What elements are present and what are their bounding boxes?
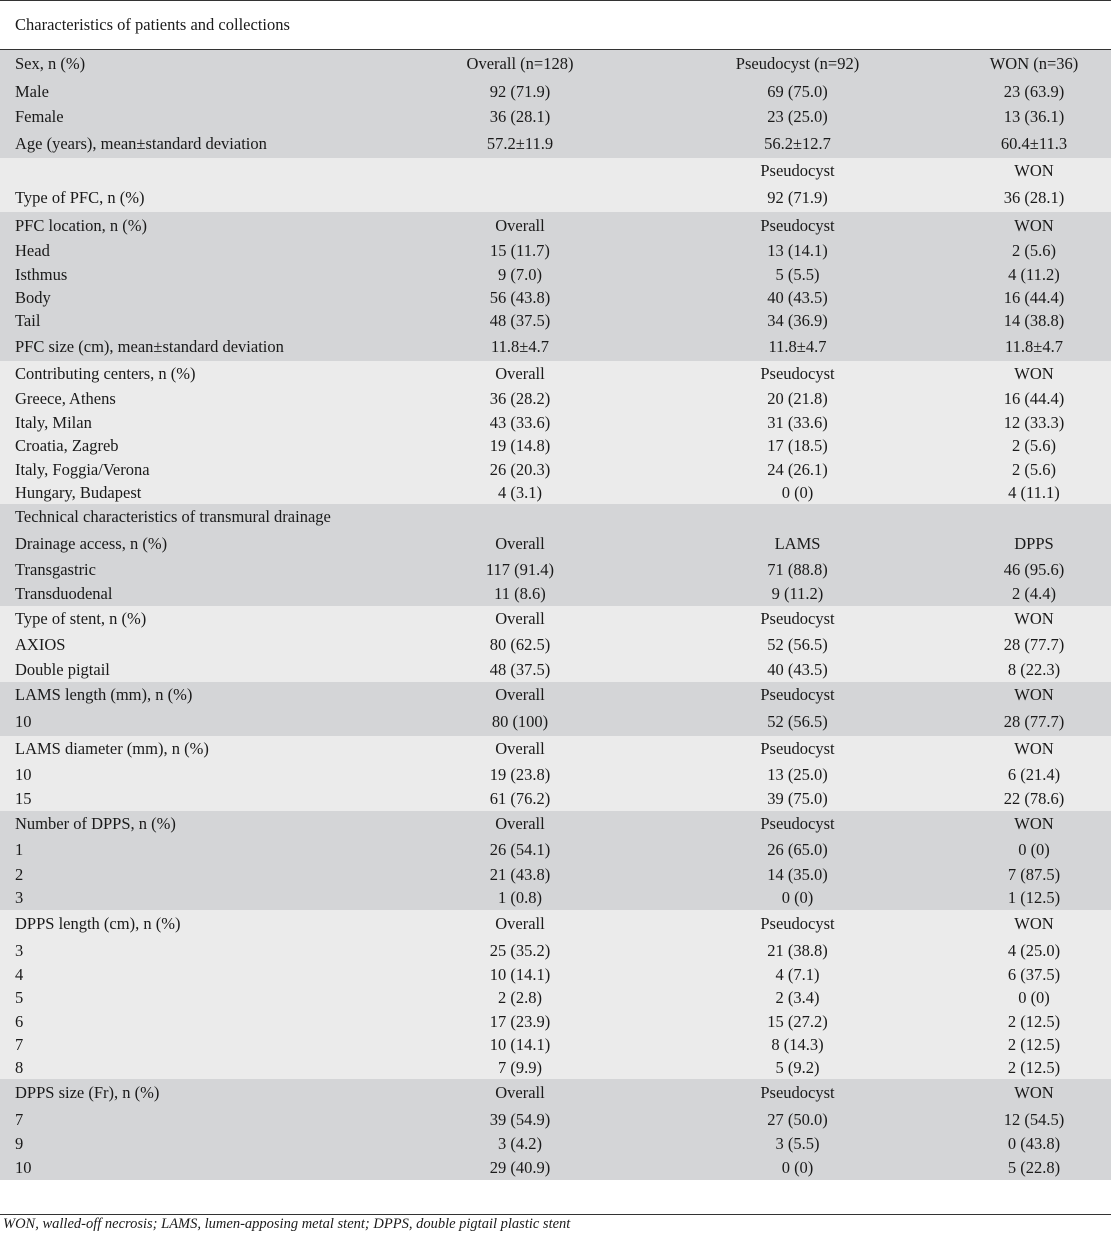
table-row <box>0 682 1111 708</box>
table-row <box>0 762 1111 787</box>
table-cell: 71 (88.8) <box>767 560 828 579</box>
table-cell: 34 (36.9) <box>767 311 828 330</box>
table-row <box>0 105 1111 129</box>
table-row <box>0 837 1111 863</box>
row-label: LAMS length (mm), n (%) <box>15 685 193 704</box>
row-label: Drainage access, n (%) <box>15 534 168 553</box>
table-body <box>0 50 1111 1180</box>
table-cell: 117 (91.4) <box>485 560 555 579</box>
table-cell: 28 (77.7) <box>1003 712 1065 731</box>
table-cell: 16 (44.4) <box>1003 287 1065 307</box>
table-cell: 2 (12.5) <box>1007 1057 1061 1077</box>
row-label: 2 <box>15 864 24 884</box>
table-cell: 21 (43.8) <box>489 864 551 884</box>
table-cell: WON <box>1014 364 1054 383</box>
row-label: Transgastric <box>15 560 96 579</box>
row-label: 10 <box>15 1157 32 1177</box>
table-row <box>0 938 1111 963</box>
table-cell: 4 (7.1) <box>775 964 820 984</box>
table-row <box>0 309 1111 333</box>
row-label: 10 <box>15 712 32 731</box>
table-row <box>0 582 1111 606</box>
table-cell: 26 (20.3) <box>489 459 551 479</box>
table-cell: 13 (36.1) <box>1003 107 1065 126</box>
table-row <box>0 1107 1111 1132</box>
table-cell: 10 (14.1) <box>489 964 551 984</box>
table-footnote: WON, walled-off necrosis; LAMS, lumen-apposing metal stent; DPPS, double pigtail plastic stent <box>3 1216 571 1232</box>
row-label: Age (years), mean±standard deviation <box>15 133 267 153</box>
table-cell: 20 (21.8) <box>767 389 828 408</box>
table-cell: Overall <box>495 534 545 553</box>
table-cell: 2 (2.8) <box>498 988 542 1007</box>
table-cell: 61 (76.2) <box>489 789 551 808</box>
table-row <box>0 1056 1111 1079</box>
table-cell: 80 (62.5) <box>489 634 551 654</box>
table-cell: 48 (37.5) <box>489 311 551 330</box>
row-label: Double pigtail <box>15 659 110 679</box>
table-row <box>0 263 1111 286</box>
table-row <box>0 239 1111 263</box>
table-cell: WON <box>1014 161 1054 180</box>
table-cell: Pseudocyst <box>760 685 835 704</box>
row-label: Italy, Foggia/Verona <box>15 459 150 479</box>
row-label: DPPS length (cm), n (%) <box>15 914 181 933</box>
table-cell: 4 (25.0) <box>1007 940 1061 960</box>
row-label: DPPS size (Fr), n (%) <box>15 1083 160 1102</box>
table-cell: Overall <box>495 364 545 383</box>
row-label: 7 <box>15 1109 24 1129</box>
table-cell: 0 (0) <box>1018 840 1050 859</box>
row-label: Male <box>15 81 49 101</box>
table-cell: 29 (40.9) <box>489 1157 551 1177</box>
table-row <box>0 1033 1111 1056</box>
table-cell: 15 (27.2) <box>767 1011 828 1031</box>
table-cell: 2 (3.4) <box>775 988 820 1007</box>
table-cell: 14 (38.8) <box>1003 311 1065 330</box>
table-cell: 4 (3.1) <box>498 482 542 502</box>
table-cell: 26 (54.1) <box>489 840 551 859</box>
table-row <box>0 361 1111 387</box>
table-row <box>0 78 1111 105</box>
table-row <box>0 411 1111 434</box>
row-label: Croatia, Zagreb <box>15 436 119 455</box>
table-cell: 36 (28.1) <box>489 107 551 126</box>
table-cell: 9 (11.2) <box>771 584 824 603</box>
table-cell: 6 (37.5) <box>1007 964 1061 984</box>
row-label: Greece, Athens <box>15 389 116 408</box>
table-row <box>0 530 1111 558</box>
table-row <box>0 1079 1111 1107</box>
table-cell: 10 (14.1) <box>489 1034 551 1054</box>
row-label: Head <box>15 241 50 260</box>
table-cell: 11.8±4.7 <box>768 337 827 356</box>
table-cell: 12 (54.5) <box>1003 1109 1065 1129</box>
table-row <box>0 481 1111 504</box>
table-row <box>0 657 1111 682</box>
table-row <box>0 212 1111 239</box>
table-cell: WON (n=36) <box>989 54 1079 73</box>
table-cell: 0 (0) <box>1018 988 1050 1007</box>
row-label: 3 <box>15 888 24 907</box>
table-cell: 24 (26.1) <box>767 459 828 479</box>
table-cell: 52 (56.5) <box>767 634 828 654</box>
table-cell: WON <box>1014 1083 1054 1102</box>
table-row <box>0 811 1111 837</box>
table-cell: 11.8±4.7 <box>491 337 549 356</box>
table-cell: Overall <box>495 739 545 758</box>
row-label: Type of stent, n (%) <box>15 609 147 628</box>
table-cell: Overall <box>495 215 545 235</box>
table-cell: 8 (22.3) <box>1007 659 1061 679</box>
table-cell: 15 (11.7) <box>490 241 550 260</box>
table-row <box>0 558 1111 582</box>
table-cell: 92 (71.9) <box>489 81 551 101</box>
table-cell: WON <box>1014 215 1054 235</box>
table-cell: 23 (63.9) <box>1003 81 1065 101</box>
table-cell: 0 (0) <box>781 888 814 907</box>
table-cell: LAMS <box>774 534 821 553</box>
table-cell: WON <box>1014 609 1054 628</box>
row-label: 6 <box>15 1011 24 1031</box>
table-cell: 3 (4.2) <box>498 1133 542 1153</box>
table-row <box>0 736 1111 762</box>
table-cell: Overall <box>495 685 545 704</box>
table-row <box>0 184 1111 212</box>
table-cell: WON <box>1014 685 1054 704</box>
table-cell: 46 (95.6) <box>1003 560 1065 579</box>
bottom-rule <box>0 1214 1111 1215</box>
table-cell: 1 (0.8) <box>498 888 542 907</box>
table-cell: 7 (87.5) <box>1007 864 1061 884</box>
table-cell: 16 (44.4) <box>1003 389 1065 408</box>
table-row <box>0 158 1111 184</box>
table-row <box>0 787 1111 811</box>
table-cell: 80 (100) <box>491 712 549 731</box>
table-cell: 2 (5.6) <box>1012 241 1056 260</box>
table-cell: 31 (33.6) <box>767 412 828 432</box>
table-cell: 23 (25.0) <box>767 107 828 126</box>
table-cell: 43 (33.6) <box>489 412 551 432</box>
table-row <box>0 387 1111 411</box>
row-label: 10 <box>15 764 32 784</box>
row-label: Female <box>15 107 64 126</box>
table-cell: 2 (12.5) <box>1007 1034 1061 1054</box>
table-cell: 4 (11.2) <box>1008 264 1060 284</box>
row-label: 7 <box>15 1034 24 1054</box>
table-cell: 40 (43.5) <box>767 659 828 679</box>
table-cell: Pseudocyst <box>760 814 835 833</box>
table-cell: 5 (9.2) <box>775 1057 820 1077</box>
table-row <box>0 50 1111 78</box>
row-label: Hungary, Budapest <box>15 482 142 502</box>
table-cell: 36 (28.2) <box>489 389 551 408</box>
table-row <box>0 963 1111 986</box>
row-label: Body <box>15 287 51 307</box>
table-cell: 92 (71.9) <box>767 188 828 207</box>
table-cell: WON <box>1014 914 1054 933</box>
table-cell: 22 (78.6) <box>1003 789 1065 808</box>
table-cell: 56.2±12.7 <box>764 133 831 153</box>
table-cell: Overall <box>495 1083 545 1102</box>
table-cell: 6 (21.4) <box>1007 764 1061 784</box>
table-cell: 3 (5.5) <box>775 1133 820 1153</box>
table-cell: 14 (35.0) <box>767 864 828 884</box>
table-cell: 0 (0) <box>781 1157 814 1177</box>
table-cell: Pseudocyst <box>760 161 835 180</box>
table-cell: 2 (5.6) <box>1012 459 1056 479</box>
table-cell: 8 (14.3) <box>771 1034 824 1054</box>
table-cell: 56 (43.8) <box>489 287 551 307</box>
table-cell: 12 (33.3) <box>1003 412 1065 432</box>
table-cell: 36 (28.1) <box>1003 188 1065 207</box>
table-cell: Overall <box>495 609 545 628</box>
table-cell: Pseudocyst <box>760 739 835 758</box>
row-label: AXIOS <box>15 634 66 654</box>
table-cell: 0 (43.8) <box>1007 1133 1061 1153</box>
row-label: 9 <box>15 1133 24 1153</box>
table-cell: 0 (0) <box>781 482 814 502</box>
table-cell: 7 (9.9) <box>498 1057 542 1077</box>
table-row <box>0 632 1111 657</box>
table-cell: 19 (14.8) <box>489 436 551 455</box>
row-label: Number of DPPS, n (%) <box>15 814 176 833</box>
table-row <box>0 129 1111 158</box>
table-row <box>0 1155 1111 1180</box>
table-cell: 2 (4.4) <box>1012 584 1056 603</box>
table-row <box>0 886 1111 910</box>
table-cell: 1 (12.5) <box>1007 888 1061 907</box>
table-cell: 28 (77.7) <box>1003 634 1065 654</box>
table-row <box>0 910 1111 938</box>
row-label: Tail <box>15 311 41 330</box>
table-cell: WON <box>1014 814 1054 833</box>
row-label: LAMS diameter (mm), n (%) <box>15 739 209 758</box>
row-label: 5 <box>15 988 24 1007</box>
table-row <box>0 863 1111 886</box>
table-cell: 17 (18.5) <box>767 436 828 455</box>
table-cell: 5 (22.8) <box>1007 1157 1061 1177</box>
table-cell: Pseudocyst (n=92) <box>735 54 860 73</box>
table-row <box>0 1010 1111 1033</box>
table-row <box>0 286 1111 309</box>
table-row <box>0 986 1111 1010</box>
table-cell: 2 (5.6) <box>1012 436 1056 455</box>
table-cell: 27 (50.0) <box>767 1109 828 1129</box>
table-cell: 9 (7.0) <box>498 264 542 284</box>
table-cell: 13 (14.1) <box>767 241 828 260</box>
table-cell: WON <box>1014 739 1054 758</box>
table-cell: 48 (37.5) <box>489 659 551 679</box>
row-label: Transduodenal <box>15 584 113 603</box>
table-cell: 19 (23.8) <box>489 764 551 784</box>
table-cell: 39 (75.0) <box>767 789 828 808</box>
row-label: Isthmus <box>15 264 68 284</box>
table-cell: 5 (5.5) <box>775 264 820 284</box>
row-label: 3 <box>15 940 24 960</box>
table-cell: Overall (n=128) <box>466 54 574 73</box>
table-cell: Overall <box>495 814 545 833</box>
table-cell: Pseudocyst <box>760 364 835 383</box>
row-label: Technical characteristics of transmural drainage <box>15 507 331 526</box>
table-cell: 60.4±11.3 <box>1000 133 1068 153</box>
row-label: 15 <box>15 789 32 808</box>
table-cell: 52 (56.5) <box>767 712 828 731</box>
table-cell: 69 (75.0) <box>767 81 828 101</box>
table-cell: 11 (8.6) <box>494 584 546 603</box>
table-cell: 40 (43.5) <box>767 287 828 307</box>
table-cell: Pseudocyst <box>760 1083 835 1102</box>
table-row <box>0 606 1111 632</box>
row-label: 4 <box>15 964 24 984</box>
row-label: Contributing centers, n (%) <box>15 364 196 383</box>
table-cell: Pseudocyst <box>760 609 835 628</box>
table-title: Characteristics of patients and collections <box>0 0 1111 50</box>
table-row <box>0 1132 1111 1155</box>
table-row <box>0 708 1111 736</box>
row-label: PFC size (cm), mean±standard deviation <box>15 337 284 356</box>
table-row <box>0 458 1111 481</box>
table-cell: Pseudocyst <box>760 215 835 235</box>
row-label: Type of PFC, n (%) <box>15 188 145 207</box>
table-cell: 26 (65.0) <box>767 840 828 859</box>
table-cell: 2 (12.5) <box>1007 1011 1061 1031</box>
row-label: 8 <box>15 1057 24 1077</box>
table-cell: 17 (23.9) <box>489 1011 551 1031</box>
table-cell: 21 (38.8) <box>767 940 828 960</box>
row-label: Italy, Milan <box>15 412 92 432</box>
table-cell: 57.2±11.9 <box>486 133 554 153</box>
table-cell: 4 (11.1) <box>1008 482 1060 502</box>
table-cell: 25 (35.2) <box>489 940 551 960</box>
table-row <box>0 434 1111 458</box>
table-row <box>0 504 1111 530</box>
table-cell: 13 (25.0) <box>767 764 828 784</box>
row-label: 1 <box>15 840 24 859</box>
table-cell: 11.8±4.7 <box>1005 337 1063 356</box>
row-label: Sex, n (%) <box>15 54 86 73</box>
table-cell: Pseudocyst <box>760 914 835 933</box>
table-cell: Overall <box>495 914 545 933</box>
table-cell: 39 (54.9) <box>489 1109 551 1129</box>
table-row <box>0 333 1111 361</box>
row-label: PFC location, n (%) <box>15 215 147 235</box>
table-cell: DPPS <box>1014 534 1054 553</box>
